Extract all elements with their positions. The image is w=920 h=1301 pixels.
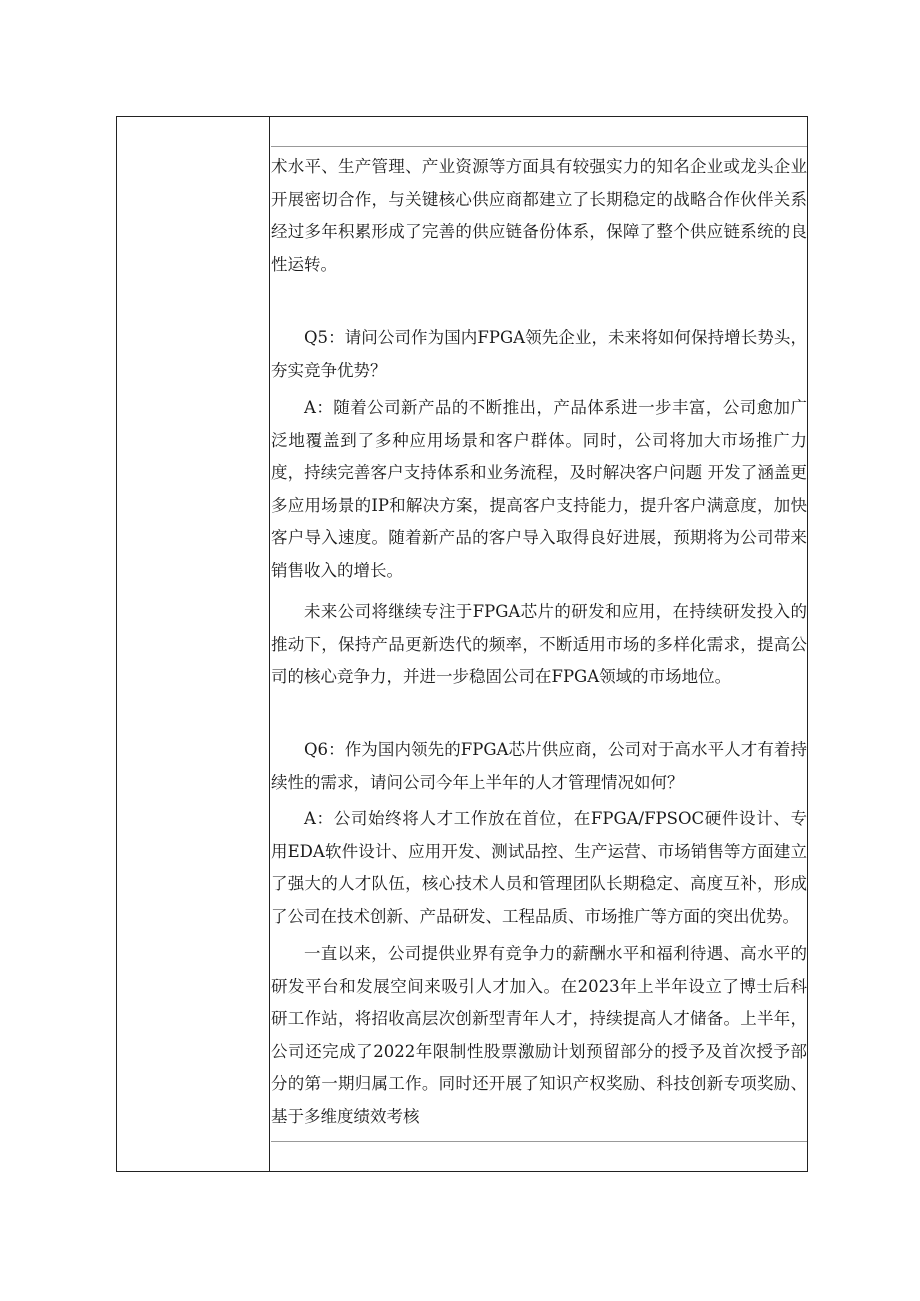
row-rule bbox=[271, 146, 807, 147]
row-rule-bottom bbox=[271, 1141, 807, 1142]
column-divider bbox=[269, 117, 270, 1171]
question-q5: Q5：请问公司作为国内FPGA领先企业，未来将如何保持增长势头，夯实竞争优势？ bbox=[271, 328, 807, 380]
answer-q6-continued: 一直以来，公司提供业界有竞争力的薪酬水平和福利待遇、高水平的研发平台和发展空间来吸引人才加入。在2023年上半年设立了博士后科研工作站，将招收高层次创新型青年人才，持续提高人才储备。上半年，公司还完成了2022年限制性股票激励计划预留部分的授予及首次授予部分的第一期归属工作。同时还开展了知识产权奖励、科技创新专项奖励、基于多维度绩效考核 bbox=[271, 944, 807, 1126]
answer-q6: A：公司始终将人才工作放在首位，在FPGA/FPSOC硬件设计、专用EDA软件设计、应用开发、测试品控、生产运营、市场销售等方面建立了强大的人才队伍，核心技术人员和管理团队长期稳定、高度互补，形成了公司在技术创新、产品研发、工程品质、市场推广等方面的突出优势。 bbox=[271, 809, 807, 926]
question-q6: Q6：作为国内领先的FPGA芯片供应商，公司对于高水平人才有着持续性的需求，请问公司今年上半年的人才管理情况如何？ bbox=[271, 740, 807, 792]
answer-q5: A：随着公司新产品的不断推出，产品体系进一步丰富，公司愈加广泛地覆盖到了多种应用场景和客户群体。同时，公司将加大市场推广力度，持续完善客户支持体系和业务流程，及时解决客户问题 开发了涵盖更多应用场景的IP和解决方案，提高客户支持能力，提升客户满意度，加快客户导入速度。随着新产品的客户导入取得良好进展，预期将为公司带来销售收入的增长。 bbox=[271, 398, 807, 580]
paragraph-supply-chain: 术水平、生产管理、产业资源等方面具有较强实力的知名企业或龙头企业开展密切合作，与关键核心供应商都建立了长期稳定的战略合作伙伴关系经过多年积累形成了完善的供应链备份体系，保障了整个供应链系统的良性运转。 bbox=[271, 157, 807, 274]
answer-q5-continued: 未来公司将继续专注于FPGA芯片的研发和应用，在持续研发投入的推动下，保持产品更新迭代的频率，不断适用市场的多样化需求，提高公司的核心竞争力，并进一步稳固公司在FPGA领域的市场地位。 bbox=[271, 602, 807, 686]
content-table bbox=[116, 116, 808, 1172]
right-column-cell bbox=[271, 117, 807, 1171]
